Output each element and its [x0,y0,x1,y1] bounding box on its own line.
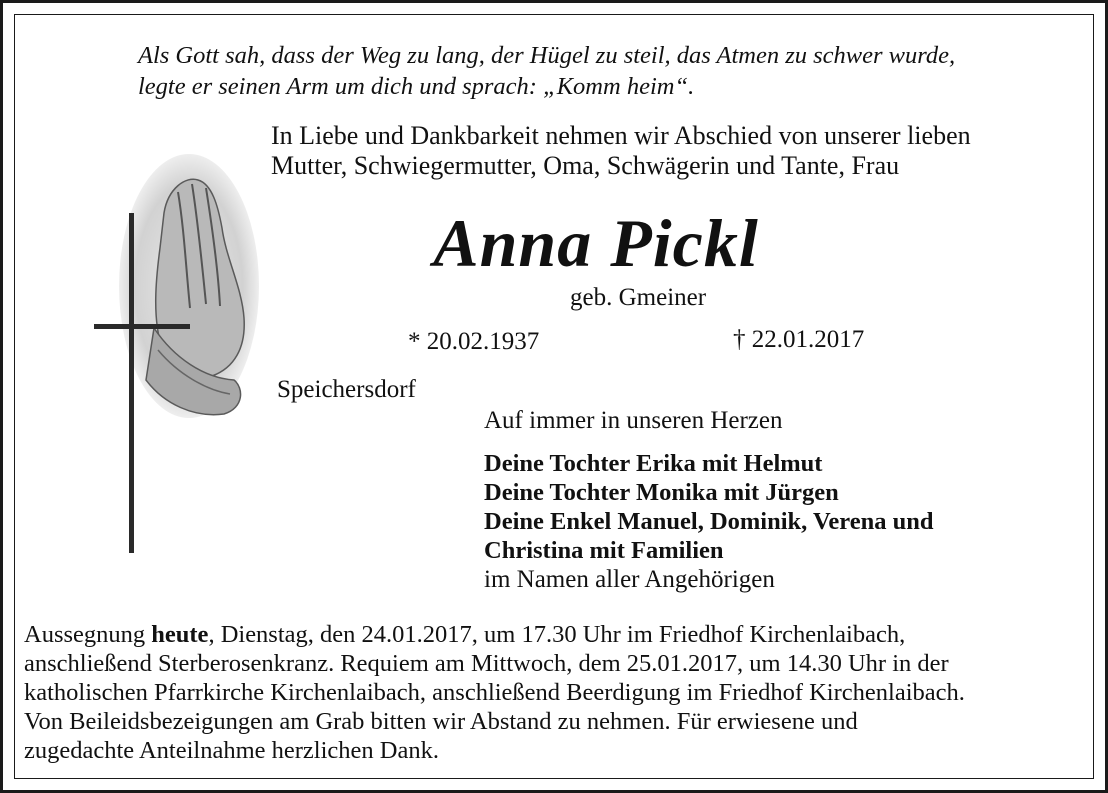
funeral-notice-line-5: zugedachte Anteilnahme herzlichen Dank. [24,737,439,764]
funeral-notice-line-1 [24,620,1094,649]
mourner-line: Deine Tochter Monika mit Jürgen [484,479,839,506]
mourners-block [484,406,1084,594]
death-date: † 22.01.2017 [733,326,865,353]
funeral-notice-line-2: anschließend Sterberosenkranz. Requiem am Mittwoch, dem 25.01.2017, um 14.30 Uhr in der [24,650,949,677]
funeral-notice-line-3: katholischen Pfarrkirche Kirchenlaibach, anschließend Beerdigung im Friedhof Kirchenlaibach. [24,679,965,706]
mourner-line: Deine Enkel Manuel, Dominik, Verena und [484,508,934,535]
place-of-residence: Speichersdorf [277,376,416,403]
maiden-name: geb. Gmeiner [570,284,707,311]
mourner-line: Deine Tochter Erika mit Helmut [484,450,823,477]
deceased-name: Anna Pickl [433,205,759,281]
memorial-quote [138,40,1078,102]
mourners-closing: im Namen aller Angehörigen [484,566,775,593]
mourners-motto: Auf immer in unseren Herzen [484,407,783,434]
farewell-intro-line-1: In Liebe und Dankbarkeit nehmen wir Abschied von unserer lieben [271,121,971,150]
funeral-notice [24,620,1094,765]
farewell-intro-line-2: Mutter, Schwiegermutter, Oma, Schwägerin und Tante, Frau [271,151,900,180]
memorial-quote-line-1: Als Gott sah, dass der Weg zu lang, der Hügel zu steil, das Atmen zu schwer wurde, [138,42,956,69]
notice-suffix: , Dienstag, den 24.01.2017, um 17.30 Uhr im Friedhof Kirchenlaibach, [208,621,906,648]
memorial-quote-line-2: legte er seinen Arm um dich und sprach: „Komm heim“. [138,73,695,100]
praying-hands-icon [119,154,259,418]
birth-date: * 20.02.1937 [408,328,540,355]
farewell-intro [271,121,1071,181]
memorial-artwork [94,118,264,554]
notice-emphasis: heute [151,621,209,648]
mourner-line: Christina mit Familien [484,537,724,564]
funeral-notice-line-4: Von Beileidsbezeigungen am Grab bitten wir Abstand zu nehmen. Für erwiesene und [24,708,858,735]
notice-prefix: Aussegnung [24,621,152,648]
